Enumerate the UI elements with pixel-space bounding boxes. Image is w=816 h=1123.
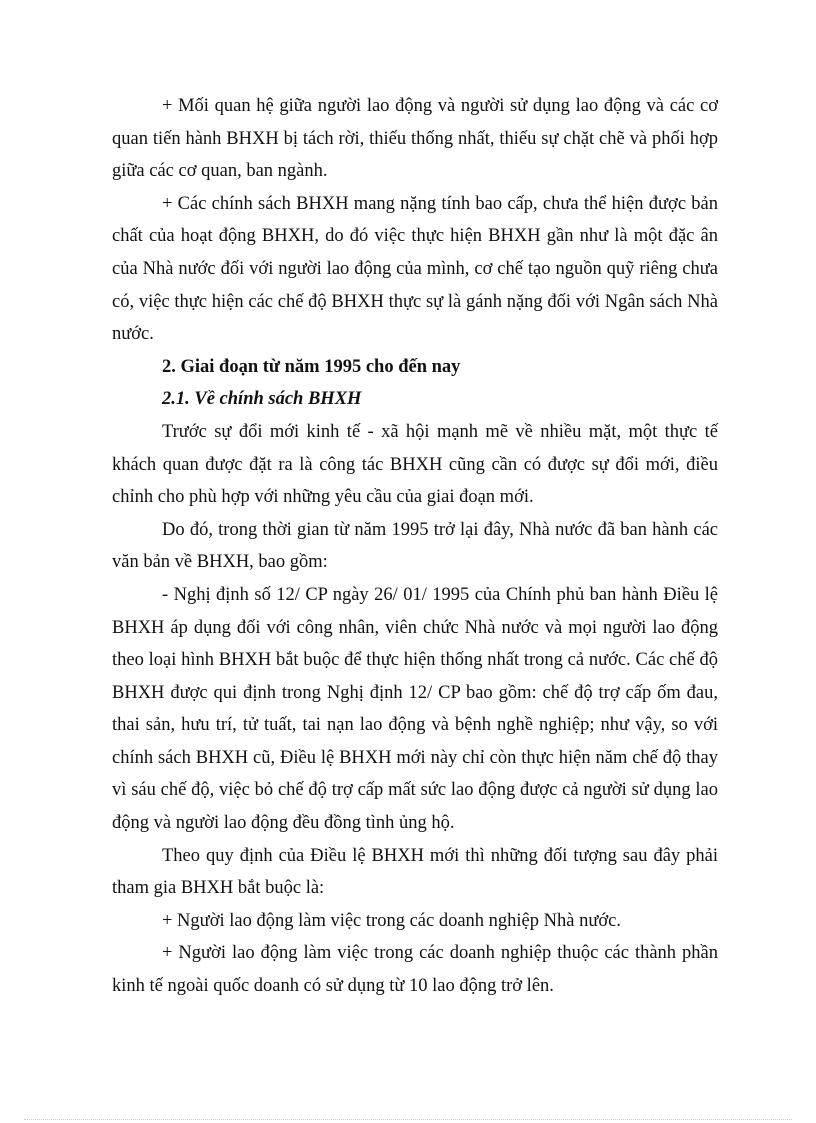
page-bottom-divider [24,1119,792,1120]
paragraph-mandatory-subjects: Theo quy định của Điều lệ BHXH mới thì những đối tượng sau đây phải tham gia BHXH bắt buộc là: [112,845,718,899]
paragraph-decree-12: - Nghị định số 12/ CP ngày 26/ 01/ 1995 của Chính phủ ban hành Điều lệ BHXH áp dụng đối với công nhân, viên chức Nhà nước và mọi người lao động theo loại hình BHXH bắt buộc để thực hiện thống nhất trong cả nước. Các chế độ BHXH được qui định trong Nghị định 12/ CP bao gồm: chế độ trợ cấp ốm đau, thai sản, hưu trí, tử tuất, tai nạn lao động và bệnh nghề nghiệp; như vậy, so với chính sách BHXH cũ, Điều lệ BHXH mới này chỉ còn thực hiện năm chế độ thay vì sáu chế độ, việc bỏ chế độ trợ cấp mất sức lao động được cả người sử dụng lao động và người lao động đều đồng tình ủng hộ. [112,584,718,834]
paragraph-reform-context: Trước sự đổi mới kinh tế - xã hội mạnh mẽ về nhiều mặt, một thực tế khách quan được đặt ra là công tác BHXH cũng cần có được sự đổi mới, điều chỉnh cho phù hợp với những yêu cầu của giai đoạn mới. [112,421,718,508]
paragraph-documents-intro: Do đó, trong thời gian từ năm 1995 trở lại đây, Nhà nước đã ban hành các văn bản về BHXH, bao gồm: [112,519,718,573]
list-item-state-enterprises: + Người lao động làm việc trong các doanh nghiệp Nhà nước. [162,910,621,931]
paragraph-relationship-issues: + Mối quan hệ giữa người lao động và người sử dụng lao động và các cơ quan tiến hành BHXH bị tách rời, thiếu thống nhất, thiếu sự chặt chẽ và phối hợp giữa các cơ quan, ban ngành. [112,96,718,182]
paragraph-subsidy-policies: + Các chính sách BHXH mang nặng tính bao cấp, chưa thể hiện được bản chất của hoạt động BHXH, do đó việc thực hiện BHXH gần như là một đặc ân của Nhà nước đối với người lao động của mình, cơ chế tạo nguồn quỹ riêng chưa có, việc thực hiện các chế độ BHXH thực sự là gánh nặng đối với Ngân sách Nhà nước. [112,193,718,345]
section-heading: 2. Giai đoạn từ năm 1995 cho đến nay [162,356,461,377]
list-item-private-enterprises: + Người lao động làm việc trong các doanh nghiệp thuộc các thành phần kinh tế ngoài quốc doanh có sử dụng từ 10 lao động trở lên. [112,943,718,997]
document-body [112,90,718,1003]
subsection-heading: 2.1. Về chính sách BHXH [162,389,362,410]
